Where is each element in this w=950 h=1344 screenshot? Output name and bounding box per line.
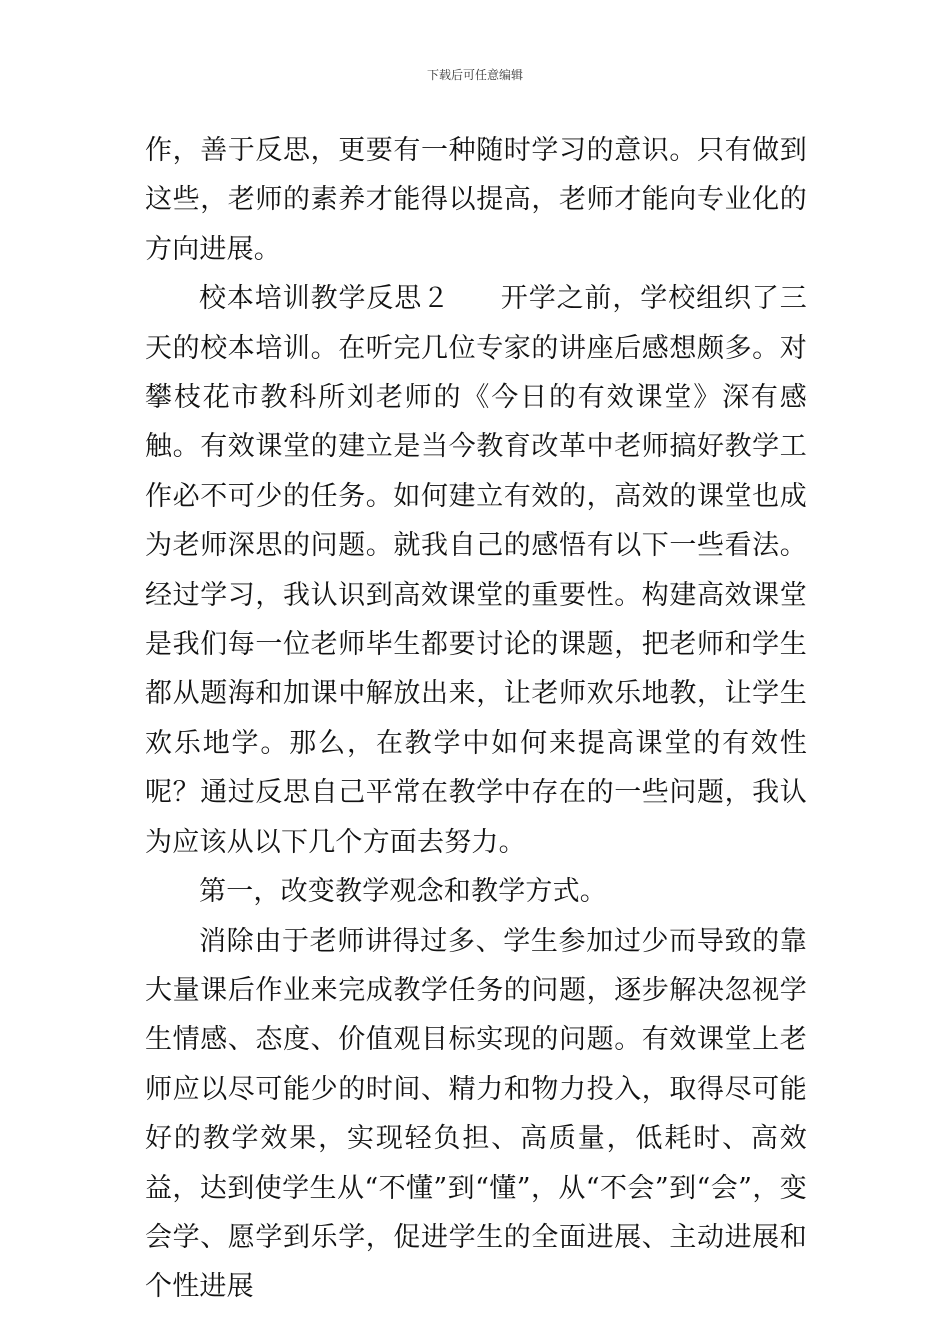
paragraph-continuation: 作，善于反思，更要有一种随时学习的意识。只有做到这些，老师的素养才能得以提高，老师才能向专业化的方向进展。 <box>145 135 807 265</box>
section-title: 校本培训教学反思２ <box>199 283 451 315</box>
page-header: 下载后可任意编辑 <box>426 68 523 82</box>
paragraph-body-detail: 消除由于老师讲得过多、学生参加过少而导致的靠大量课后作业来完成教学任务的问题，逐步解决忽视学生情感、态度、价值观目标实现的问题。有效课堂上老师应以尽可能少的时间、精力和物力投入，取得尽可能好的教学效果，实现轻负担、高质量，低耗时、高效益，达到使学生从“不懂”到“懂”，从“不会”到“会”，变会学、愿学到乐学，促进学生的全面进展、主动进展和个性进展 <box>145 925 807 1303</box>
paragraph-reflection-2 <box>145 274 807 867</box>
document-body <box>145 126 807 1312</box>
paragraph-point-one: 第一，改变教学观念和教学方式。 <box>199 876 607 908</box>
paragraph-body: 开学之前，学校组织了三天的校本培训。在听完几位专家的讲座后感想颇多。对攀枝花市教科所刘老师的《今日的有效课堂》深有感触。有效课堂的建立是当今教育改革中老师搞好教学工作必不可少的任务。如何建立有效的，高效的课堂也成为老师深思的问题。就我自己的感悟有以下一些看法。经过学习，我认识到高效课堂的重要性。构建高效课堂是我们每一位老师毕生都要讨论的课题，把老师和学生都从题海和加课中解放出来，让老师欢乐地教，让学生欢乐地学。那么，在教学中如何来提高课堂的有效性呢？通过反思自己平常在教学中存在的一些问题，我认为应该从以下几个方面去努力。 <box>145 283 807 858</box>
